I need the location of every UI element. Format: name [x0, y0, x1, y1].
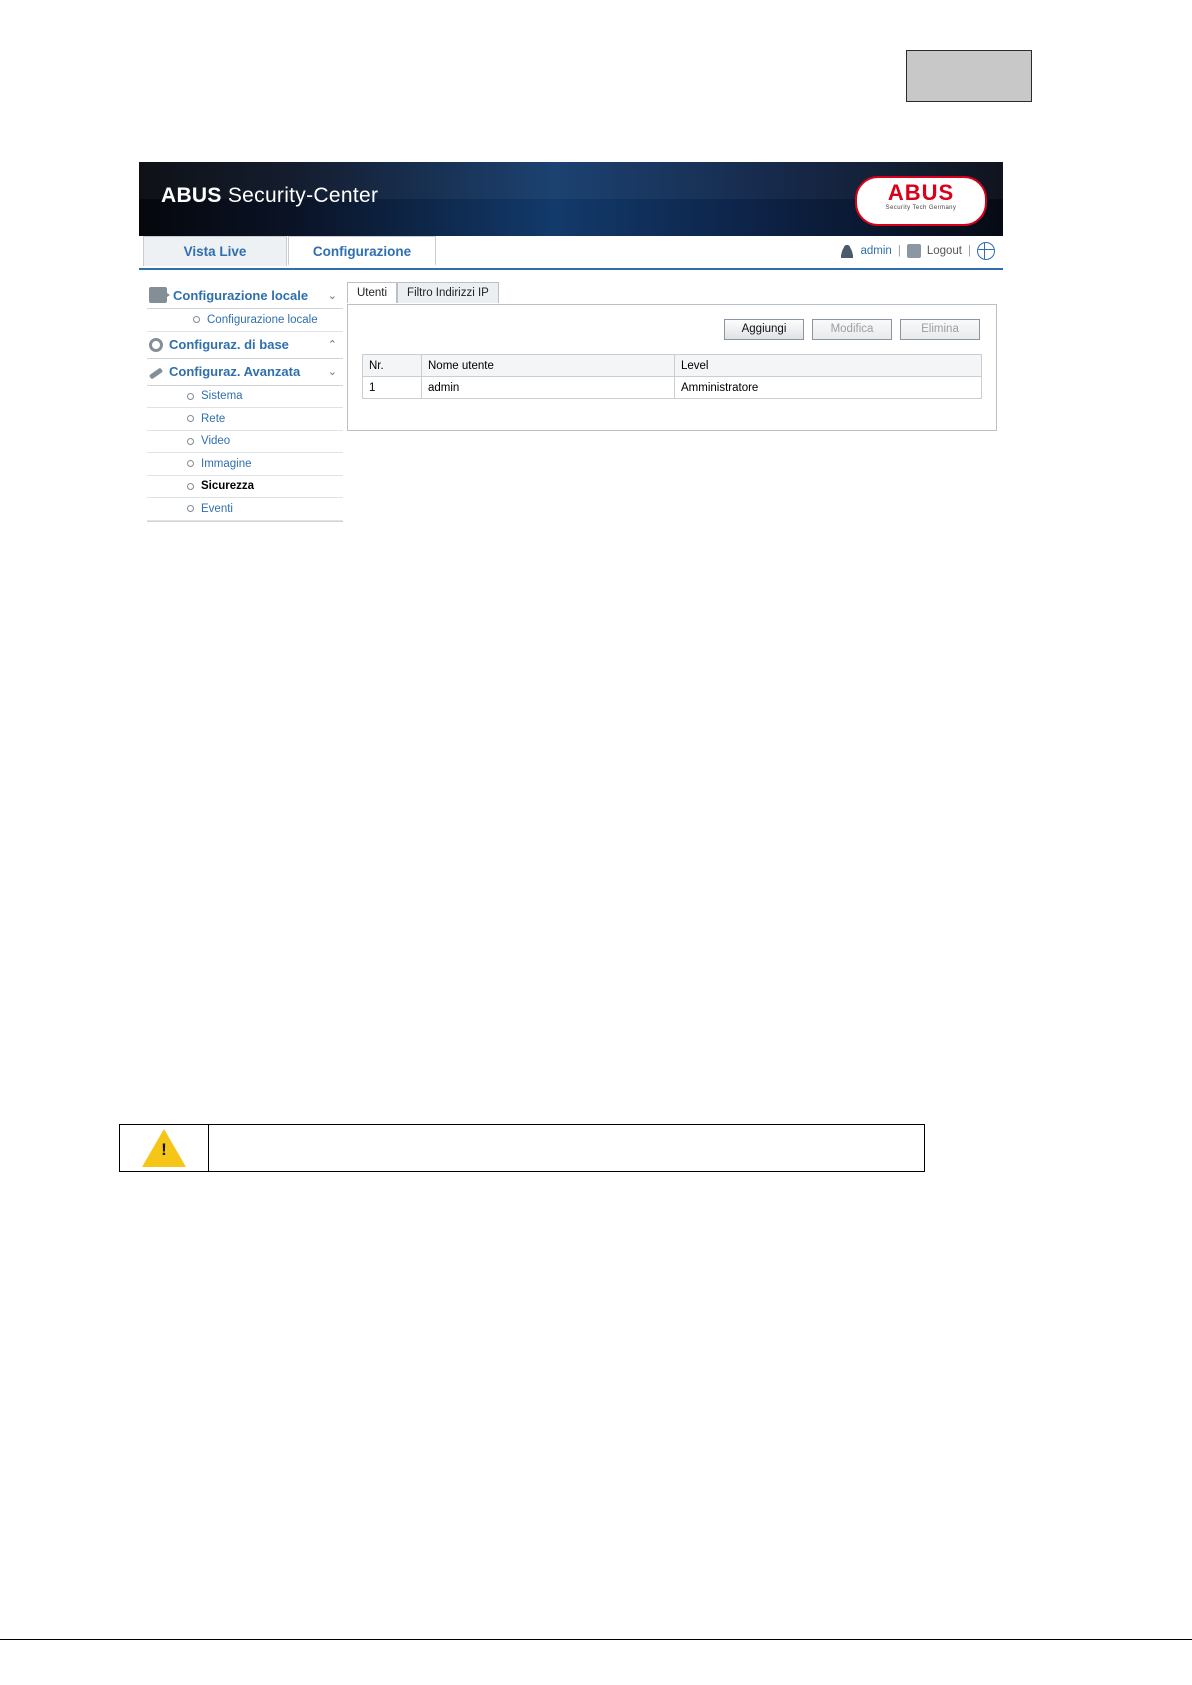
bullet-icon: [187, 415, 194, 422]
sidebar-item-label: Configurazione locale: [207, 313, 318, 326]
sidebar-item-label: Sicurezza: [201, 480, 255, 493]
table-row[interactable]: [363, 377, 982, 399]
separator-1: |: [897, 245, 901, 257]
sidebar-item-video[interactable]: [147, 431, 343, 454]
sidebar-item-label: Immagine: [201, 457, 252, 470]
sidebar-group-configuraz-di-base[interactable]: [147, 332, 343, 359]
abus-logo-word: ABUS: [887, 180, 955, 205]
app-header: [139, 162, 1003, 236]
bullet-icon: [187, 393, 194, 400]
content-panel: [347, 282, 997, 431]
bullet-icon: [187, 483, 194, 490]
sidebar-item-immagine[interactable]: [147, 453, 343, 476]
bullet-icon: [187, 438, 194, 445]
top-right-box: [906, 50, 1032, 102]
wrench-icon: [149, 367, 163, 379]
separator-2: |: [968, 245, 971, 257]
column-header-username: Nome utente: [422, 355, 675, 377]
table-header-row: [363, 355, 982, 377]
sidebar-item-label: Sistema: [201, 390, 243, 403]
sidebar-group-configuraz-avanzata[interactable]: [147, 359, 343, 386]
cell-username: admin: [422, 377, 675, 399]
column-header-nr: Nr.: [363, 355, 422, 377]
sidebar-group-label: Configuraz. di base: [169, 337, 289, 352]
tab-utenti[interactable]: Utenti: [347, 282, 397, 303]
page-bottom-rule: [0, 1639, 1192, 1640]
sidebar: [147, 282, 343, 522]
warning-icon-cell: [120, 1125, 209, 1171]
warning-triangle-icon: [142, 1129, 186, 1167]
bullet-icon: [193, 316, 200, 323]
bullet-icon: [187, 505, 194, 512]
warning-note-box: [119, 1124, 925, 1172]
brand-title: [161, 184, 378, 208]
tab-configurazione[interactable]: Configurazione: [288, 236, 436, 266]
tab-vista-live[interactable]: Vista Live: [143, 236, 287, 266]
camera-web-ui: [139, 162, 1003, 534]
edit-user-button[interactable]: Modifica: [812, 319, 892, 340]
chevron-down-icon[interactable]: ⌄: [327, 289, 337, 302]
sidebar-item-eventi[interactable]: [147, 498, 343, 521]
column-header-level: Level: [675, 355, 982, 377]
brand-suffix: Security-Center: [221, 184, 379, 207]
current-user-label: admin: [860, 245, 892, 257]
tab-filtro-indirizzi-ip[interactable]: Filtro Indirizzi IP: [397, 282, 499, 303]
users-button-row: [724, 319, 980, 340]
delete-user-button[interactable]: Elimina: [900, 319, 980, 340]
app-body: [139, 270, 1003, 536]
logout-link[interactable]: Logout: [926, 245, 962, 257]
sidebar-group-label: Configuraz. Avanzata: [169, 364, 301, 379]
bullet-icon: [187, 460, 194, 467]
camera-icon: [149, 287, 167, 303]
main-tabbar: [139, 236, 1003, 270]
users-panel: [347, 304, 997, 431]
sub-tabbar: [347, 282, 997, 304]
sidebar-group-label: Configurazione locale: [173, 287, 309, 303]
sidebar-item-label: Video: [201, 435, 231, 448]
sidebar-item-sistema[interactable]: [147, 386, 343, 409]
sidebar-group-configurazione-locale[interactable]: [147, 282, 343, 309]
globe-icon[interactable]: [977, 242, 995, 260]
cell-nr: 1: [363, 377, 422, 399]
abus-logo: [855, 176, 987, 226]
sidebar-item-configurazione-locale[interactable]: [147, 309, 343, 332]
sidebar-item-label: Eventi: [201, 502, 233, 515]
logout-icon[interactable]: [907, 244, 921, 258]
chevron-up-icon[interactable]: ⌃: [327, 339, 337, 351]
abus-logo-subtitle: Security Tech Germany: [885, 205, 957, 211]
add-user-button[interactable]: Aggiungi: [724, 319, 804, 340]
sidebar-item-rete[interactable]: [147, 408, 343, 431]
sidebar-item-sicurezza[interactable]: [147, 476, 343, 499]
header-user-area: [840, 242, 995, 260]
cell-level: Amministratore: [675, 377, 982, 399]
chevron-down-icon[interactable]: ⌄: [327, 366, 337, 378]
user-icon: [840, 244, 854, 258]
sidebar-item-label: Rete: [201, 412, 226, 425]
users-table: [362, 354, 982, 399]
gear-icon: [149, 338, 163, 352]
brand-name: ABUS: [161, 184, 222, 207]
warning-note-text: [209, 1125, 924, 1171]
